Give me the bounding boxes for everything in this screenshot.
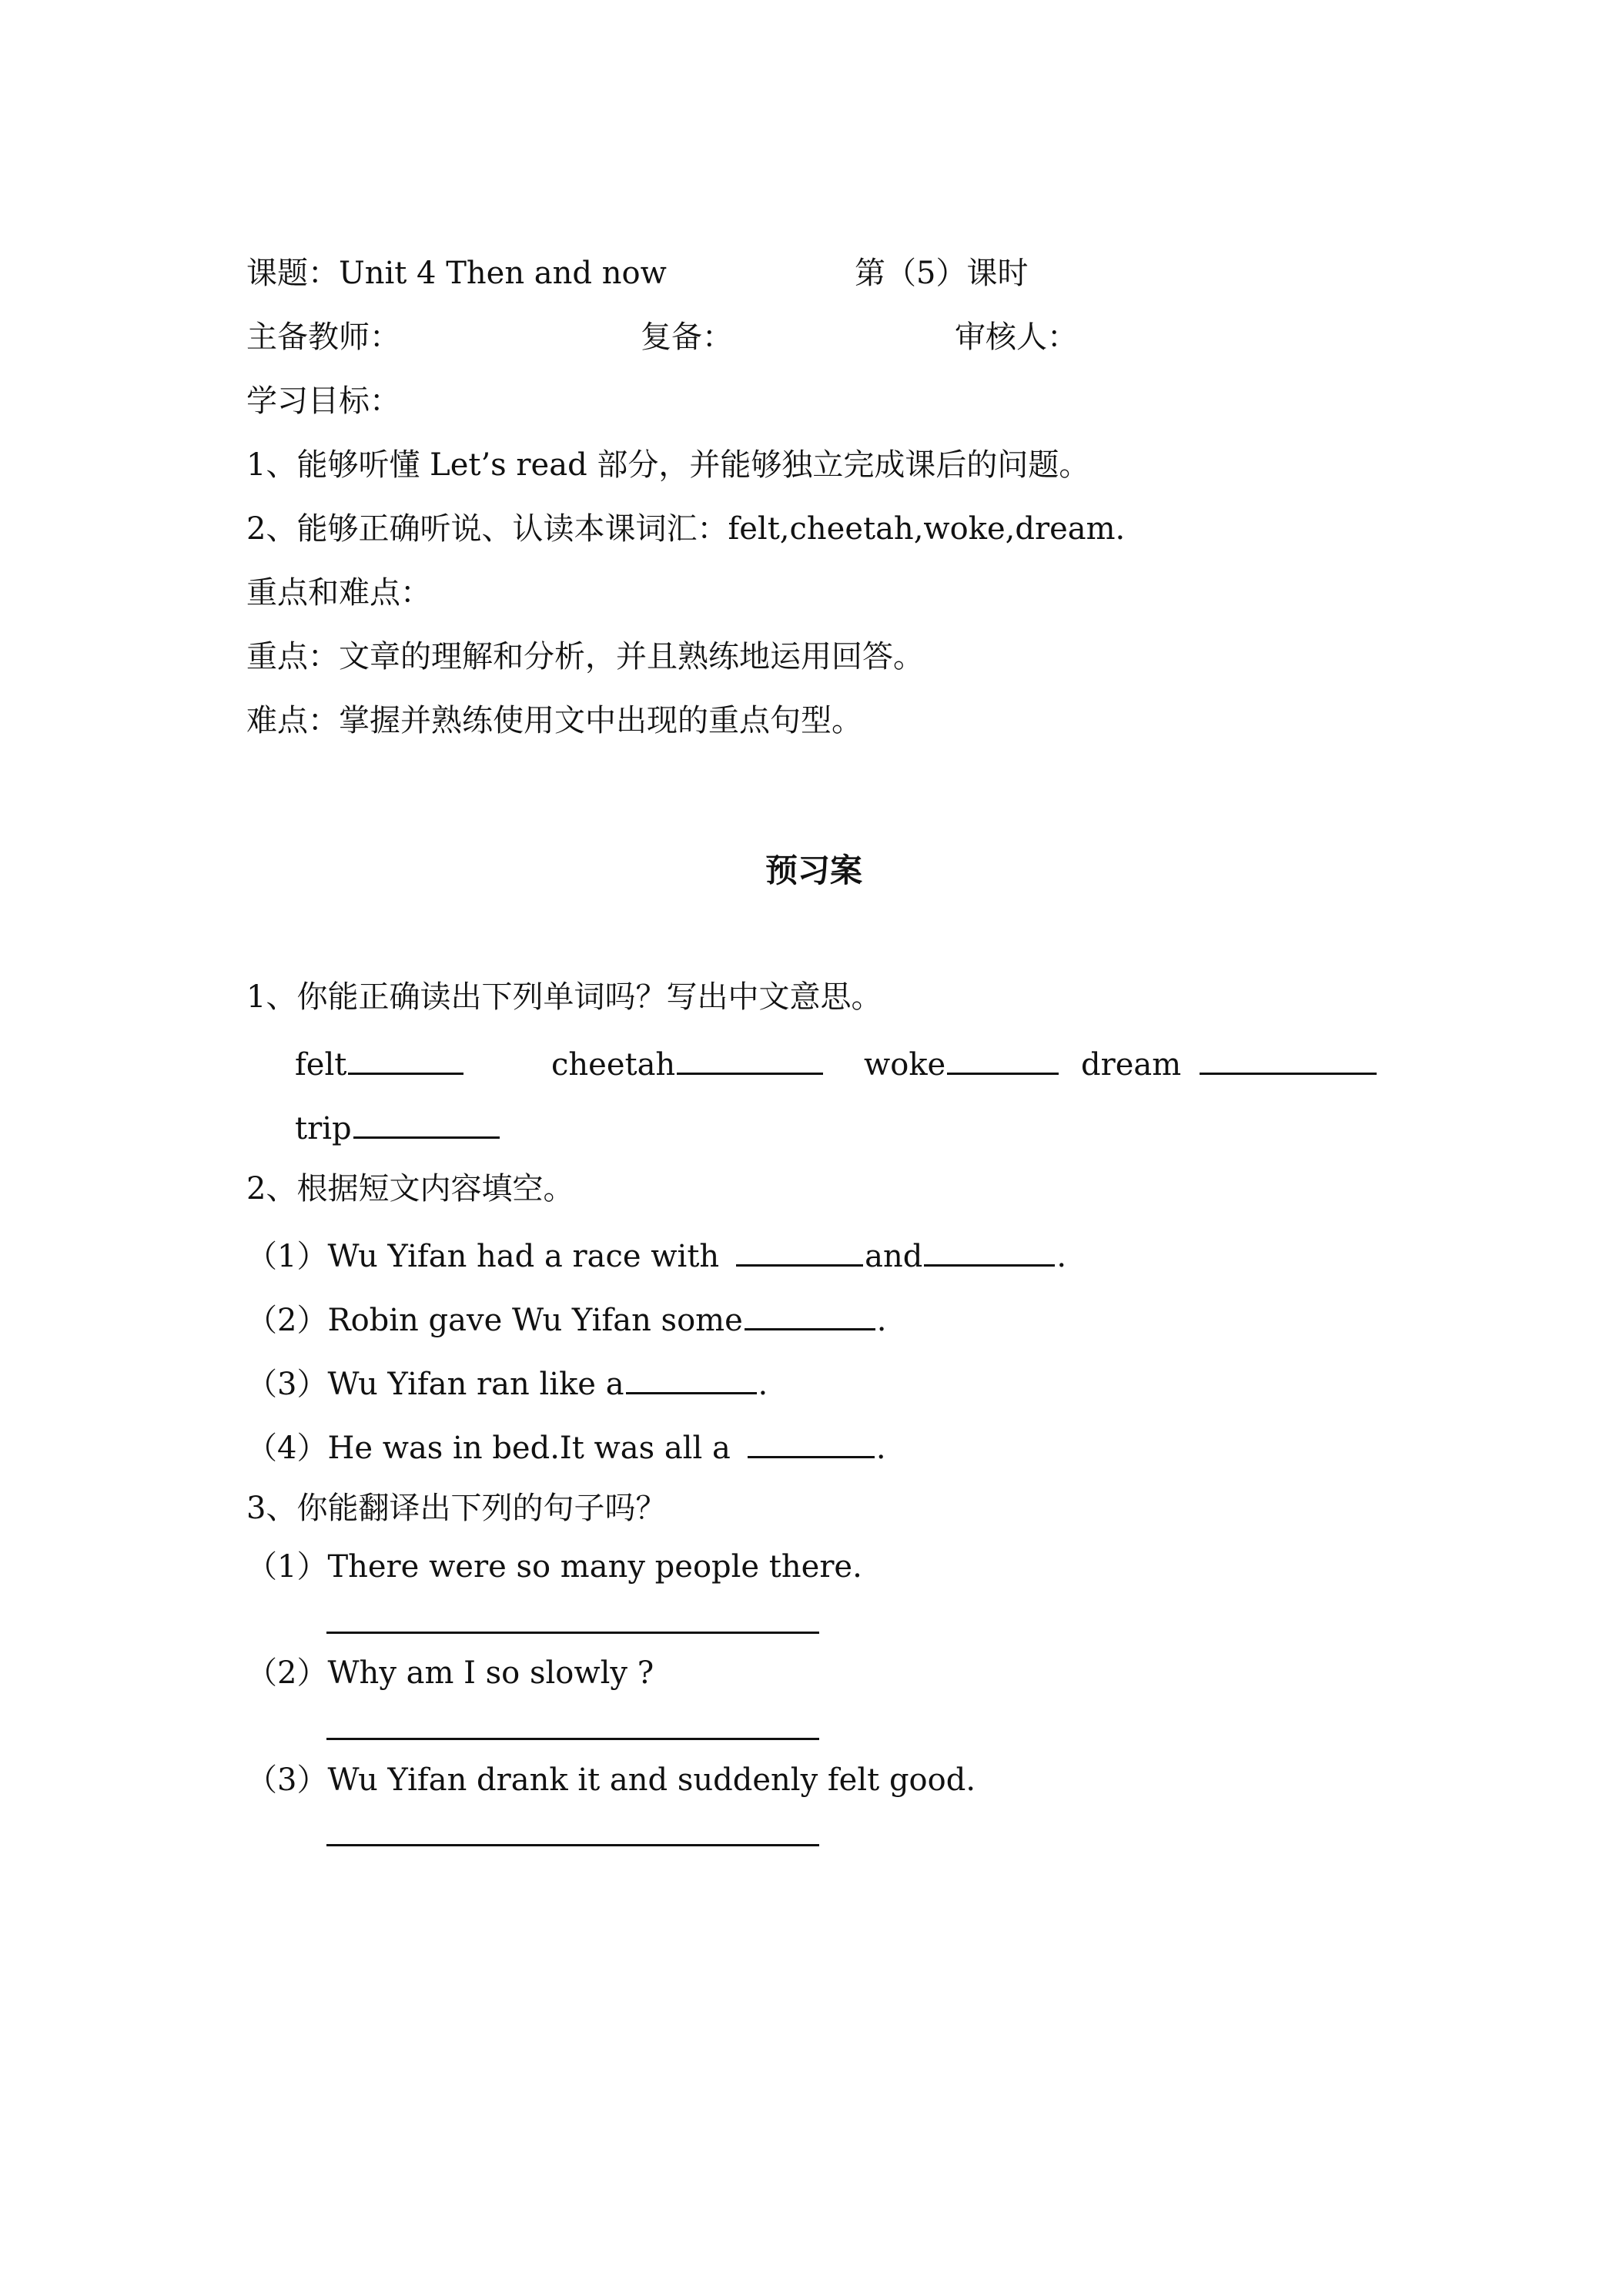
- blank-dream[interactable]: [1200, 1042, 1377, 1075]
- word-dream: dream: [1081, 1042, 1378, 1084]
- section-title: 预习案: [765, 852, 863, 889]
- objective-2: 2、能够正确听说、认读本课词汇：felt,cheetah,woke,dream.: [246, 511, 1126, 547]
- q3-item-3: （3）Wu Yifan drank it and suddenly felt good.: [246, 1762, 976, 1798]
- q3-item-2-answer-line[interactable]: [326, 1737, 819, 1740]
- q3-item-2: （2）Why am I so slowly ?: [246, 1655, 654, 1691]
- q3-item-1: （1）There were so many people there.: [246, 1549, 862, 1585]
- q2-item-1-blank-b[interactable]: [924, 1233, 1055, 1267]
- word-woke: woke: [864, 1042, 1060, 1084]
- blank-felt[interactable]: [348, 1042, 463, 1075]
- word-trip: trip: [295, 1106, 501, 1148]
- key-points-title: 重点和难点：: [246, 575, 431, 611]
- q3-item-3-answer-line[interactable]: [326, 1843, 819, 1846]
- key-point: 重点：文章的理解和分析，并且熟练地运用回答。: [246, 639, 924, 674]
- q3-item-1-answer-line[interactable]: [326, 1631, 819, 1634]
- objectives-title: 学习目标：: [246, 383, 400, 419]
- co-prep-label: 复备：: [641, 320, 733, 355]
- q2-item-2-blank[interactable]: [745, 1297, 875, 1330]
- q2-item-4: （4）He was in bed.It was all a .: [246, 1425, 886, 1468]
- main-teacher-label: 主备教师：: [246, 320, 400, 355]
- q2-item-4-blank[interactable]: [748, 1425, 875, 1458]
- reviewer-label: 审核人：: [955, 320, 1078, 355]
- q1-prompt: 1、你能正确读出下列单词吗？写出中文意思。: [246, 979, 882, 1015]
- q3-prompt: 3、你能翻译出下列的句子吗？: [246, 1491, 667, 1526]
- q2-item-2: （2）Robin gave Wu Yifan some .: [246, 1297, 886, 1340]
- objective-1: 1、能够听懂 Let’s read 部分，并能够独立完成课后的问题。: [246, 447, 1090, 483]
- q2-item-3-blank[interactable]: [626, 1361, 757, 1394]
- blank-woke[interactable]: [947, 1042, 1059, 1075]
- word-felt: felt: [295, 1042, 465, 1084]
- q2-item-1-blank-a[interactable]: [736, 1233, 863, 1267]
- blank-trip[interactable]: [353, 1106, 500, 1139]
- q2-prompt: 2、根据短文内容填空。: [246, 1171, 574, 1207]
- word-cheetah: cheetah: [551, 1042, 825, 1084]
- topic-value: Unit 4 Then and now: [339, 256, 667, 291]
- lesson-number: 第（5）课时: [855, 256, 1029, 291]
- topic-label: 课题：: [246, 256, 339, 291]
- q2-item-3: （3）Wu Yifan ran like a .: [246, 1361, 768, 1404]
- topic-line: [246, 254, 667, 293]
- q2-item-1: （1）Wu Yifan had a race with and .: [246, 1233, 1066, 1276]
- difficult-point: 难点：掌握并熟练使用文中出现的重点句型。: [246, 703, 862, 738]
- blank-cheetah[interactable]: [677, 1042, 823, 1075]
